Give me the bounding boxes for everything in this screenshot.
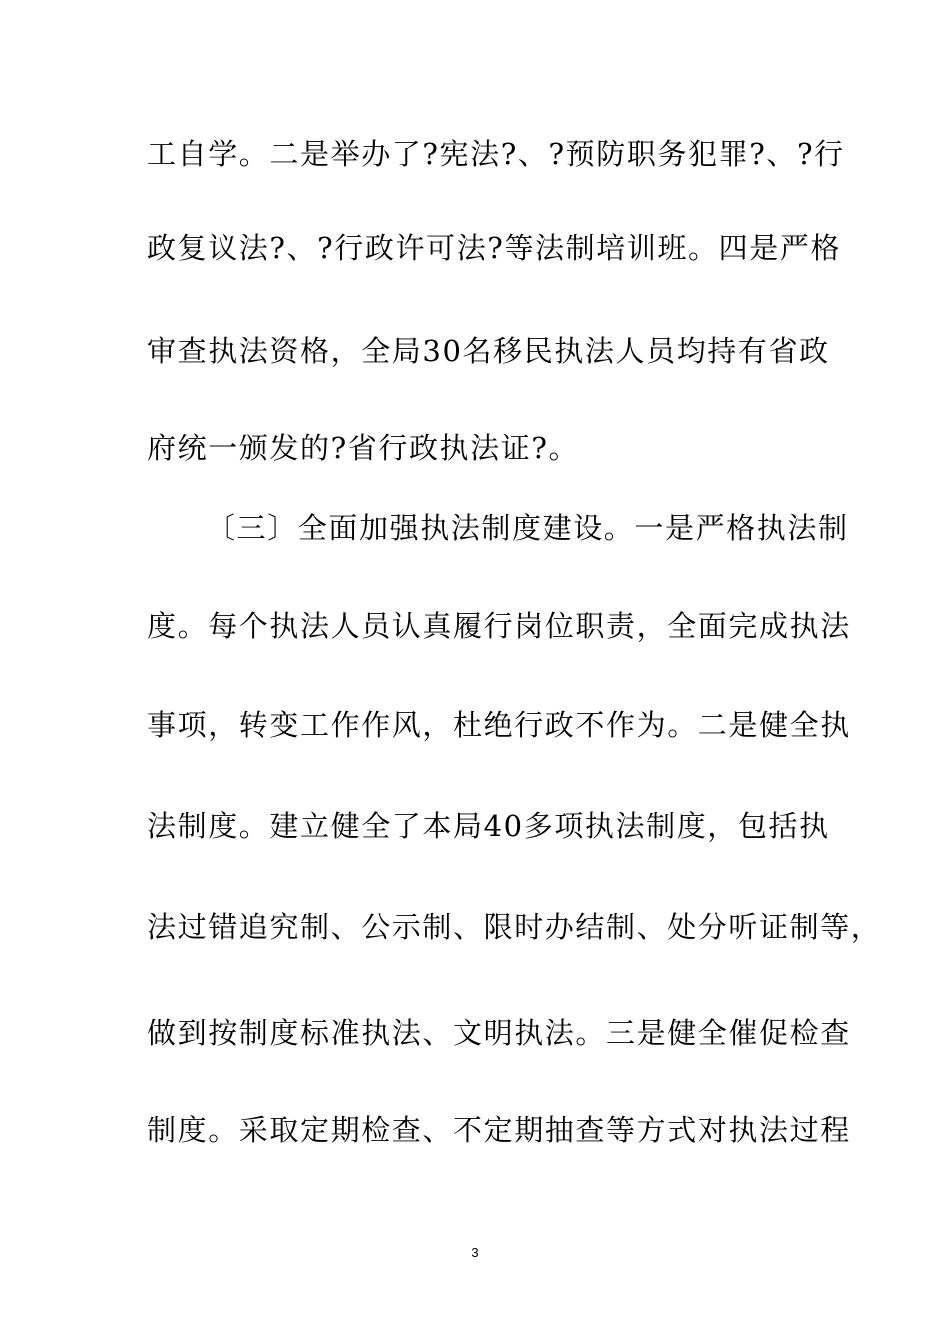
paragraph-heading-line: 〔三〕全面加强执法制度建设。一是严格执法制: [206, 511, 849, 545]
text-line: 政复议法?、?行政许可法?等法制培训班。四是严格: [147, 231, 842, 265]
text-line: 法过错追究制、公示制、限时办结制、处分听证制等，: [147, 910, 882, 944]
text-line: 府统一颁发的?省行政执法证?。: [147, 431, 580, 465]
text-line: 制度。采取定期检查、不定期抽查等方式对执法过程: [147, 1113, 851, 1147]
text-line: 工自学。二是举办了?宪法?、?预防职务犯罪?、?行: [147, 137, 845, 171]
text-line: 法制度。建立健全了本局40多项执法制度，包括执: [147, 809, 830, 843]
page-number: 3: [471, 1245, 479, 1260]
text-line: 审查执法资格，全局30名移民执法人员均持有省政: [147, 334, 830, 368]
text-line: 度。每个执法人员认真履行岗位职责，全面完成执法: [147, 609, 851, 643]
text-line: 做到按制度标准执法、文明执法。三是健全催促检查: [147, 1016, 851, 1050]
text-line: 事项，转变工作作风，杜绝行政不作为。二是健全执: [147, 708, 851, 742]
